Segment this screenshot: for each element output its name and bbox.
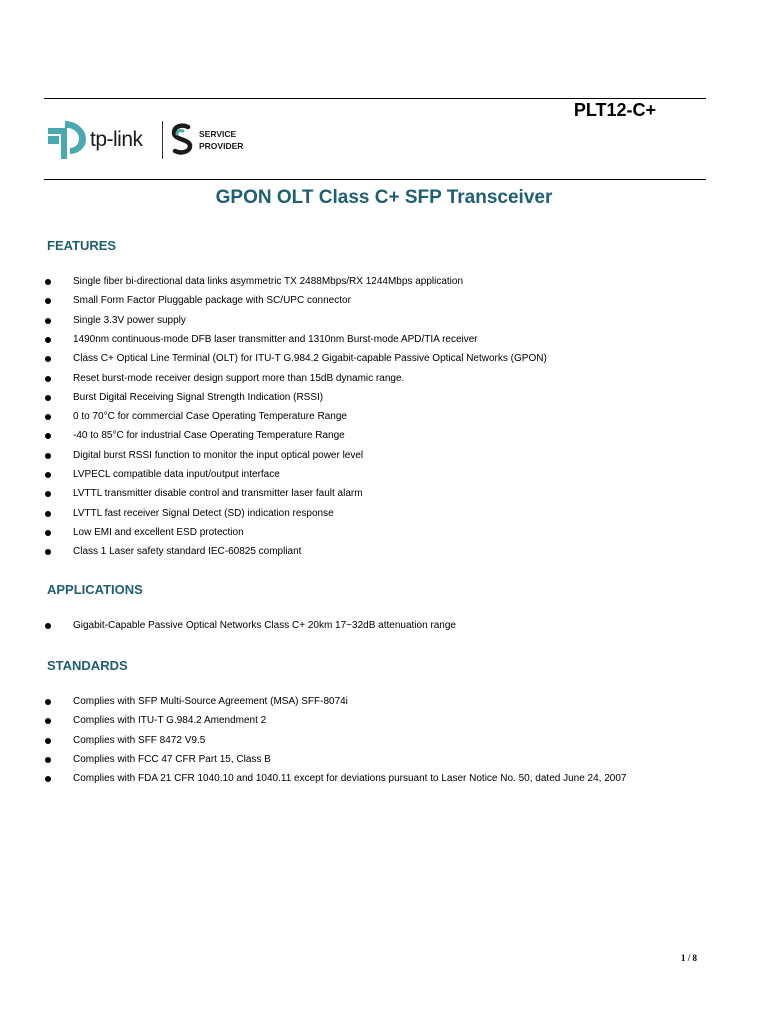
list-item-text: Class 1 Laser safety standard IEC-60825 compliant — [73, 546, 302, 558]
model-number: PLT12-C+ — [573, 100, 656, 120]
list-item-text: Single 3.3V power supply — [73, 314, 186, 326]
list-item — [0, 508, 720, 527]
page-number: 1 / 8 — [680, 953, 697, 963]
list-item — [0, 773, 720, 792]
list-item — [0, 353, 720, 372]
list-item-text: 1490nm continuous-mode DFB laser transmitter and 1310nm Burst-mode APD/TIA receiver — [73, 333, 478, 345]
bullet-icon — [45, 433, 51, 439]
list-item — [0, 715, 720, 734]
list-item-text: Complies with ITU-T G.984.2 Amendment 2 — [73, 715, 267, 727]
list-item-text: Complies with FDA 21 CFR 1040.10 and 1040.11 except for deviations pursuant to Laser Notice No. 50, dated June 24, 2007 — [73, 773, 627, 785]
list-item — [0, 735, 720, 754]
bullet-icon — [45, 298, 51, 304]
list-item — [0, 488, 720, 507]
bullet-icon — [45, 491, 51, 497]
bullet-icon — [45, 395, 51, 401]
list-item-text: LVPECL compatible data input/output interface — [73, 469, 280, 480]
service-provider-s-icon — [168, 123, 196, 157]
list-item-text: Small Form Factor Pluggable package with SC/UPC connector — [73, 295, 351, 307]
list-item-text: Burst Digital Receiving Signal Strength Indication (RSSI) — [73, 391, 324, 403]
standards-heading: STANDARDS — [47, 658, 128, 673]
list-item-text: Gigabit-Capable Passive Optical Networks Class C+ 20km 17~32dB attenuation range — [73, 620, 456, 631]
service-provider-line2: PROVIDER — [199, 141, 244, 151]
logo-divider — [162, 121, 163, 159]
list-item-text: Reset burst-mode receiver design support more than 15dB dynamic range. — [73, 372, 405, 384]
document-title: GPON OLT Class C+ SFP Transceiver — [215, 187, 553, 208]
list-item — [0, 392, 720, 411]
list-item — [0, 754, 720, 773]
bullet-icon — [45, 472, 51, 478]
list-item-text: Class C+ Optical Line Terminal (OLT) for ITU-T G.984.2 Gigabit-capable Passive Optical Networks (GPON) — [73, 353, 547, 365]
list-item — [0, 546, 720, 565]
bullet-icon — [45, 718, 51, 724]
bullet-icon — [45, 530, 51, 536]
bullet-icon — [45, 356, 51, 362]
list-item — [0, 373, 720, 392]
bullet-icon — [45, 453, 51, 459]
list-item — [0, 430, 720, 449]
list-item-text: -40 to 85°C for industrial Case Operating Temperature Range — [73, 430, 345, 442]
tp-link-wordmark: tp-link — [90, 128, 143, 151]
list-item — [0, 334, 720, 353]
list-item — [0, 527, 720, 546]
tp-link-logo — [46, 119, 266, 161]
service-provider-line1: SERVICE — [199, 129, 237, 139]
list-item-text: LVTTL fast receiver Signal Detect (SD) indication response — [73, 507, 334, 519]
features-heading: FEATURES — [47, 238, 117, 253]
list-item — [0, 295, 720, 314]
list-item-text: 0 to 70°C for commercial Case Operating Temperature Range — [73, 411, 347, 423]
tp-link-logo-icon — [46, 119, 88, 161]
list-item — [0, 315, 720, 334]
list-item-text: Complies with SFP Multi-Source Agreement (MSA) SFF-8074i — [73, 696, 348, 707]
bullet-icon — [45, 776, 51, 782]
list-item-text: Digital burst RSSI function to monitor the input optical power level — [73, 449, 364, 461]
list-item-text: LVTTL transmitter disable control and transmitter laser fault alarm — [73, 488, 363, 500]
service-provider-label — [199, 128, 243, 152]
list-item-text: Complies with SFF 8472 V9.5 — [73, 734, 206, 746]
bullet-icon — [45, 738, 51, 744]
list-item — [0, 411, 720, 430]
bullet-icon — [45, 414, 51, 420]
header-bottom-rule — [44, 179, 706, 180]
bullet-icon — [45, 757, 51, 763]
list-item — [0, 450, 720, 469]
applications-heading: APPLICATIONS — [47, 582, 143, 597]
list-item — [0, 620, 720, 639]
bullet-icon — [45, 279, 51, 285]
bullet-icon — [45, 511, 51, 517]
list-item-text: Complies with FCC 47 CFR Part 15, Class B — [73, 753, 271, 765]
bullet-icon — [45, 318, 51, 324]
bullet-icon — [45, 623, 51, 629]
list-item-text: Single fiber bi-directional data links asymmetric TX 2488Mbps/RX 1244Mbps application — [73, 276, 464, 287]
list-item — [0, 276, 720, 295]
list-item — [0, 469, 720, 488]
bullet-icon — [45, 699, 51, 705]
bullet-icon — [45, 376, 51, 382]
list-item-text: Low EMI and excellent ESD protection — [73, 526, 244, 538]
list-item — [0, 696, 720, 715]
bullet-icon — [45, 549, 51, 555]
bullet-icon — [45, 337, 51, 343]
